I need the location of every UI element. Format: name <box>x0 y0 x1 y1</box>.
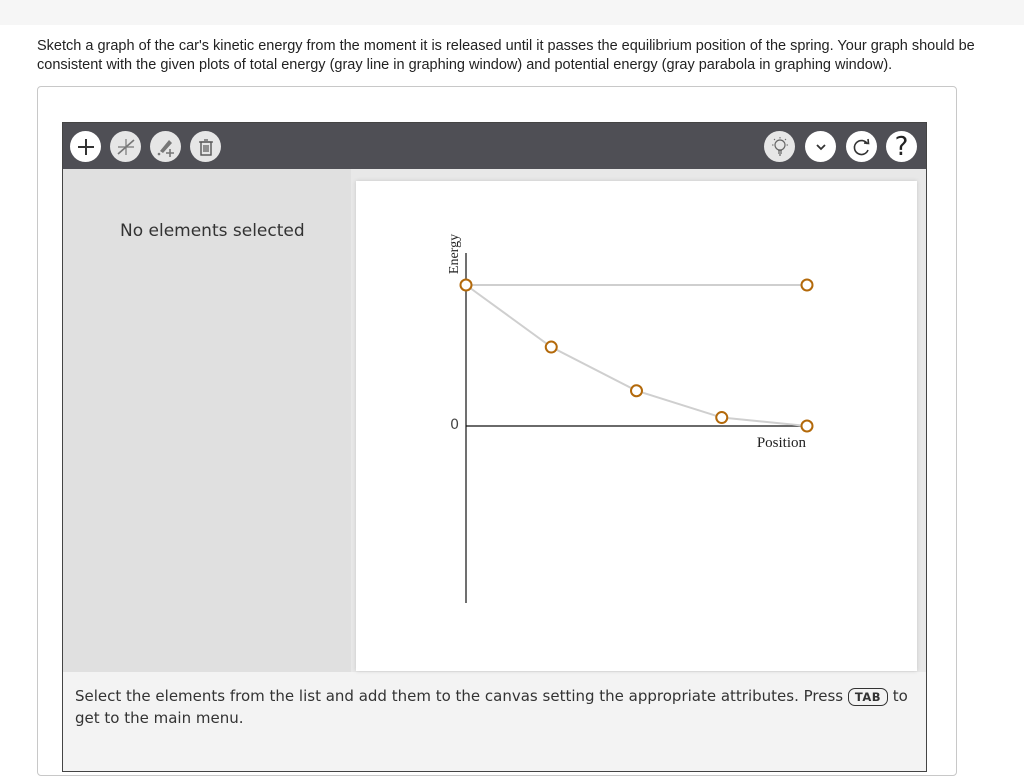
top-bar <box>0 0 1024 25</box>
instructions-text-end: to get to the main menu. <box>75 687 908 727</box>
element-panel <box>63 169 351 672</box>
canvas-area <box>351 169 926 672</box>
graphing-tool <box>62 122 927 772</box>
potential-energy-handle[interactable] <box>716 412 727 423</box>
edit-point-button[interactable] <box>150 131 181 162</box>
delete-button[interactable] <box>190 131 221 162</box>
potential-energy-handle[interactable] <box>802 421 813 432</box>
hint-button[interactable] <box>764 131 795 162</box>
no-selection-message: No elements selected <box>120 221 305 241</box>
x-axis-label: Position <box>756 435 806 451</box>
line-tool-icon <box>115 136 137 158</box>
instructions-text: Select the elements from the list and add them to the canvas setting the appropriate attributes. Press <box>75 687 848 705</box>
total-energy-handle[interactable] <box>802 280 813 291</box>
chevron-down-icon <box>814 140 828 154</box>
instructions <box>75 685 920 729</box>
potential-energy-curve <box>466 285 807 426</box>
trash-icon <box>196 137 216 157</box>
energy-graph[interactable] <box>356 181 917 671</box>
toolbar <box>63 123 926 169</box>
lightbulb-icon <box>769 136 791 158</box>
graph-canvas[interactable] <box>356 181 917 671</box>
zero-label: 0 <box>450 417 459 433</box>
total-energy-handle[interactable] <box>461 280 472 291</box>
redo-button[interactable] <box>846 131 877 162</box>
question-text: Sketch a graph of the car's kinetic energy from the moment it is released until it passes the equilibrium position of the spring. Your graph should be consistent with the given plots of total energy (gray line in graphing window) and potential energy (gray parabola in graphing window). <box>37 38 975 73</box>
help-button[interactable] <box>886 131 917 162</box>
potential-energy-handle[interactable] <box>631 385 642 396</box>
energy-curves <box>466 285 807 426</box>
edit-point-icon <box>155 136 177 158</box>
help-icon: ? <box>894 131 909 162</box>
y-axis-label: Energy <box>447 233 462 275</box>
line-tool-button[interactable] <box>110 131 141 162</box>
redo-icon <box>851 136 873 158</box>
add-button[interactable] <box>70 131 101 162</box>
more-options-button[interactable] <box>805 131 836 162</box>
curve-handles <box>461 280 813 432</box>
potential-energy-handle[interactable] <box>546 342 557 353</box>
add-icon <box>76 137 96 157</box>
tab-key: TAB <box>848 688 888 706</box>
